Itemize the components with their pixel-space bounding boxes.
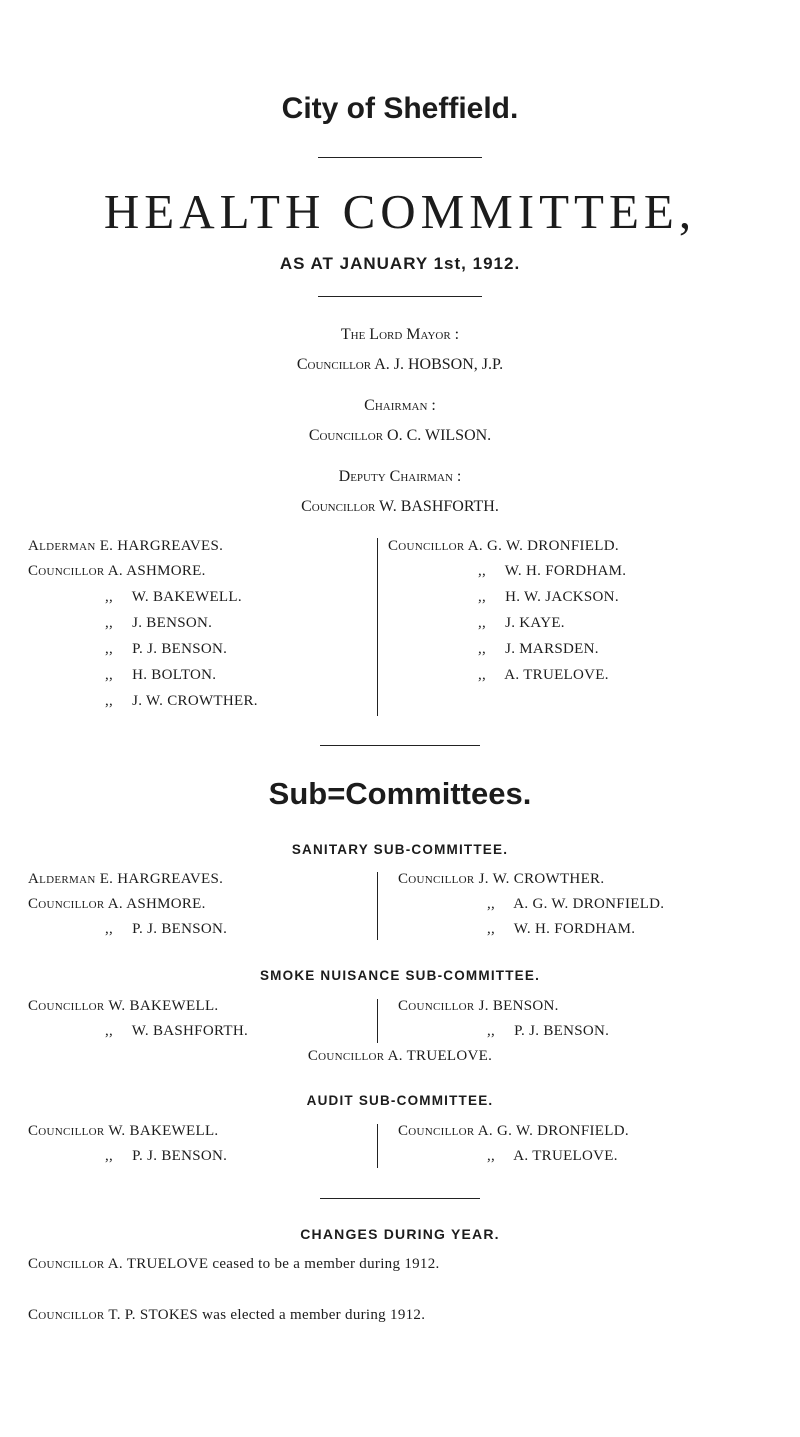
changes-heading: CHANGES DURING YEAR.: [300, 1226, 500, 1242]
audit-heading: AUDIT SUB-COMMITTEE.: [306, 1093, 494, 1108]
column-divider: [377, 999, 378, 1043]
subcommittees-title: Sub=Committees.: [268, 776, 532, 811]
column-divider: [377, 1124, 378, 1168]
divider-date: [318, 296, 482, 297]
city-title: City of Sheffield.: [281, 92, 519, 125]
audit-member: Councillor W. BAKEWELL.: [28, 1123, 219, 1139]
member-entry: ,, J. MARSDEN.: [477, 641, 599, 657]
member-entry: ,, W. BAKEWELL.: [104, 589, 242, 605]
member-entry: ,, P. J. BENSON.: [104, 641, 228, 657]
officer-name: Councillor W. BASHFORTH.: [301, 498, 499, 515]
audit-member: Councillor A. G. W. DRONFIELD.: [398, 1123, 629, 1139]
officer-role: Chairman :: [364, 397, 436, 414]
sanitary-member: ,, A. G. W. DRONFIELD.: [486, 896, 665, 912]
sanitary-member: ,, P. J. BENSON.: [104, 921, 228, 937]
audit-member: ,, A. TRUELOVE.: [486, 1148, 618, 1164]
change-entry: Councillor T. P. STOKES was elected a member during 1912.: [28, 1307, 426, 1323]
column-divider: [377, 872, 378, 940]
sanitary-member: Councillor A. ASHMORE.: [28, 896, 206, 912]
smoke-member: ,, W. BASHFORTH.: [104, 1023, 248, 1039]
smoke-member: ,, P. J. BENSON.: [486, 1023, 610, 1039]
change-entry: Councillor A. TRUELOVE ceased to be a member during 1912.: [28, 1256, 440, 1272]
member-entry: ,, A. TRUELOVE.: [477, 667, 609, 683]
audit-member: ,, P. J. BENSON.: [104, 1148, 228, 1164]
officer-name: Councillor A. J. HOBSON, J.P.: [296, 356, 504, 373]
divider-top: [318, 157, 482, 158]
officer-role: Deputy Chairman :: [338, 468, 462, 485]
member-entry: ,, J. BENSON.: [104, 615, 213, 631]
officer-name: Councillor O. C. WILSON.: [308, 427, 492, 444]
member-entry: ,, J. KAYE.: [477, 615, 565, 631]
sanitary-member: Councillor J. W. CROWTHER.: [398, 871, 605, 887]
divider-audit: [320, 1198, 480, 1199]
member-entry: Councillor A. G. W. DRONFIELD.: [388, 538, 619, 554]
member-entry: Alderman E. HARGREAVES.: [28, 538, 224, 554]
sanitary-member: ,, W. H. FORDHAM.: [486, 921, 636, 937]
member-entry: Councillor A. ASHMORE.: [28, 563, 206, 579]
member-entry: ,, H. W. JACKSON.: [477, 589, 619, 605]
member-entry: ,, H. BOLTON.: [104, 667, 217, 683]
committee-title: HEALTH COMMITTEE,: [103, 184, 697, 239]
member-entry: ,, J. W. CROWTHER.: [104, 693, 258, 709]
sanitary-member: Alderman E. HARGREAVES.: [28, 871, 224, 887]
smoke-member: Councillor A. TRUELOVE.: [307, 1048, 493, 1064]
smoke-member: Councillor W. BAKEWELL.: [28, 998, 219, 1014]
smoke-member: Councillor J. BENSON.: [398, 998, 559, 1014]
sanitary-heading: SANITARY SUB-COMMITTEE.: [291, 842, 509, 857]
smoke-heading: SMOKE NUISANCE SUB-COMMITTEE.: [259, 968, 541, 983]
officer-role: The Lord Mayor :: [340, 326, 460, 343]
divider-members: [320, 745, 480, 746]
member-entry: ,, W. H. FORDHAM.: [477, 563, 627, 579]
as-at-date: AS AT JANUARY 1st, 1912.: [279, 254, 521, 273]
column-divider: [377, 538, 378, 716]
